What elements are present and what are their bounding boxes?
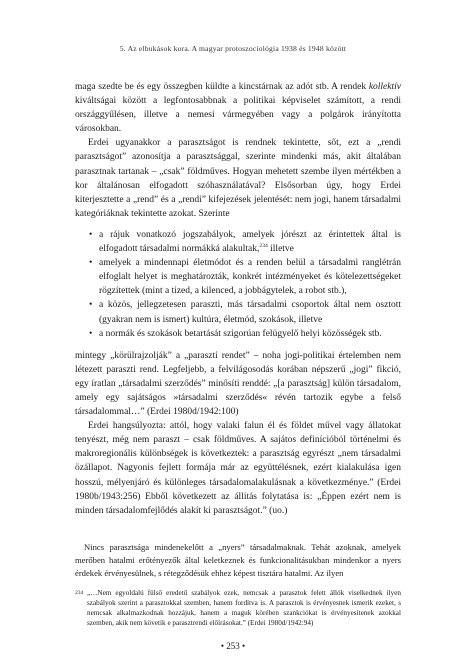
page-number: • 253 • <box>220 641 246 651</box>
paragraph-2: Erdei ugyanakkor a parasztságot is rendnek tekintette, sőt, ezt a „rendi parasztságot” azonosítja a parasztsággal, szerinte mindenki más, akit általában parasztnak tartanak – „csak” földműves. Hogyan mehetett szembe ilyen mértékben a kor általánosan elfogadott szóhasználatával? Elsősorban úgy, hogy Erdei kiterjesztette a „rend” és a „rendi” kifejezések jelentését: nem jogi, hanem társadalmi kategóriáknak tekintette azokat. Szerinte <box>75 138 401 219</box>
emphasis-kollektiv: kollektív <box>368 82 401 92</box>
bullet-text: a közös, jellegzetesen paraszti, más társadalmi csoportok által nem osztott (gyakran nem is ismert) kultúra, életmód, szokások, illetve <box>99 300 401 325</box>
paragraph-3: mintegy „körülrajzolják” a „paraszti rendet” – noha jogi-politikai értelemben nem létezett paraszti rend. Legfeljebb, a felvilágosodás korában népszerű „jogi” fikció, egy íratlan „társadalmi szerződés” minősíti renddé: „[a parasztság] külön társadalom, amely egy sajátságos »társadalmi szerződés« révén tartozik egybe a felső társadalommal…” (Erdei 1980d/1942:100) <box>75 350 401 418</box>
bullet-text: a rájuk vonatkozó jogszabályok, amelyek jórészt az érintettek által is elfogadott társadalmi normákká alakultak, <box>99 229 401 255</box>
paragraph-1-part-a: maga szedte be és egy összegben küldte a kincstárnak az adót stb. A rendek <box>75 82 369 92</box>
bullet-text: a normák és szokások betartását szigorúan felügyelő helyi közösségek stb. <box>99 328 382 339</box>
paragraph-1-part-b: kiváltságai között a legfontosabbnak a politikai képviselet számított, a rendi országgyűlésen, illetve a nemesi vármegyében vagy a polgárok irányította városokban. <box>75 96 401 135</box>
running-head: 5. Az elbukások kora. A magyar protoszociológia 1938 és 1948 között <box>119 44 347 53</box>
bullet-item <box>89 298 401 326</box>
footnote-number: 234 <box>75 590 84 596</box>
bullet-item <box>89 327 401 341</box>
block-quote <box>75 541 401 579</box>
bullet-text: amelyek a mindennapi életmódot és a renden belül a társadalmi ranglétrán elfoglalt helyet is meghatározták, konkrét intézményeket és kötelezettségeket rögzítettek (mint a tized, a kilenced, a jobbágytelek, a robot stb.), <box>99 258 401 297</box>
bullet-text-after: illetve <box>267 244 294 255</box>
bullet-item <box>89 256 401 298</box>
footnote <box>75 588 401 628</box>
paragraph-1 <box>75 80 401 136</box>
main-text <box>75 80 401 518</box>
block-quote-text: Nincs parasztsága mindenekelőtt a „nyers” társadalmaknak. Tehát azoknak, amelyek merőben hatalmi erőtényezők által keletkeznek és funkcionalitásukban mindenkor a nyers érdekek érvényesülnek, s rétegződésük ehhez képest tisztára hatalmi. Az ilyen <box>75 542 401 578</box>
footnote-ref[interactable]: 234 <box>259 243 268 250</box>
paragraph-4: Erdei hangsúlyozta: attól, hogy valaki falun él és földet művel vagy állatokat tenyészt, még nem paraszt – csak földműves. A sajátos definícióból történelmi és makroregionális különbségek is következtek: a parasztság egyrészt „nem társadalmi özállapot. Nagyonis fejlett formája már az együttélésnek, ezért kialakulása igen hosszú, mélyenjáró és különleges társadalomalakulásnak a következménye.” (Erdei 1980b/1943:256) Ebből következett az állítás folytatása is: „Éppen ezért nem is minden társadalomfejlődés alakít ki parasztságot.” (uo.) <box>75 421 401 516</box>
footnote-text: „…Nem egyoldalú fülső eredetű szabályok ezek, nemcsak a parasztok felett állók viselkednek ilyen szabályok szerint a parasztokkal szemben, hanem fordítva is. A parasztok is érvényesnek ismerik ezeket, s nemcsak alkalmazkodnak hozzájuk, hanem a maguk körében szankciókat is érvényesítenek azokkal szemben, akik nem követik e parasztrendi előírásokat.” (Erdei 1980d/1942:94) <box>87 589 401 628</box>
bullet-list <box>75 228 401 341</box>
bullet-item <box>89 228 401 256</box>
